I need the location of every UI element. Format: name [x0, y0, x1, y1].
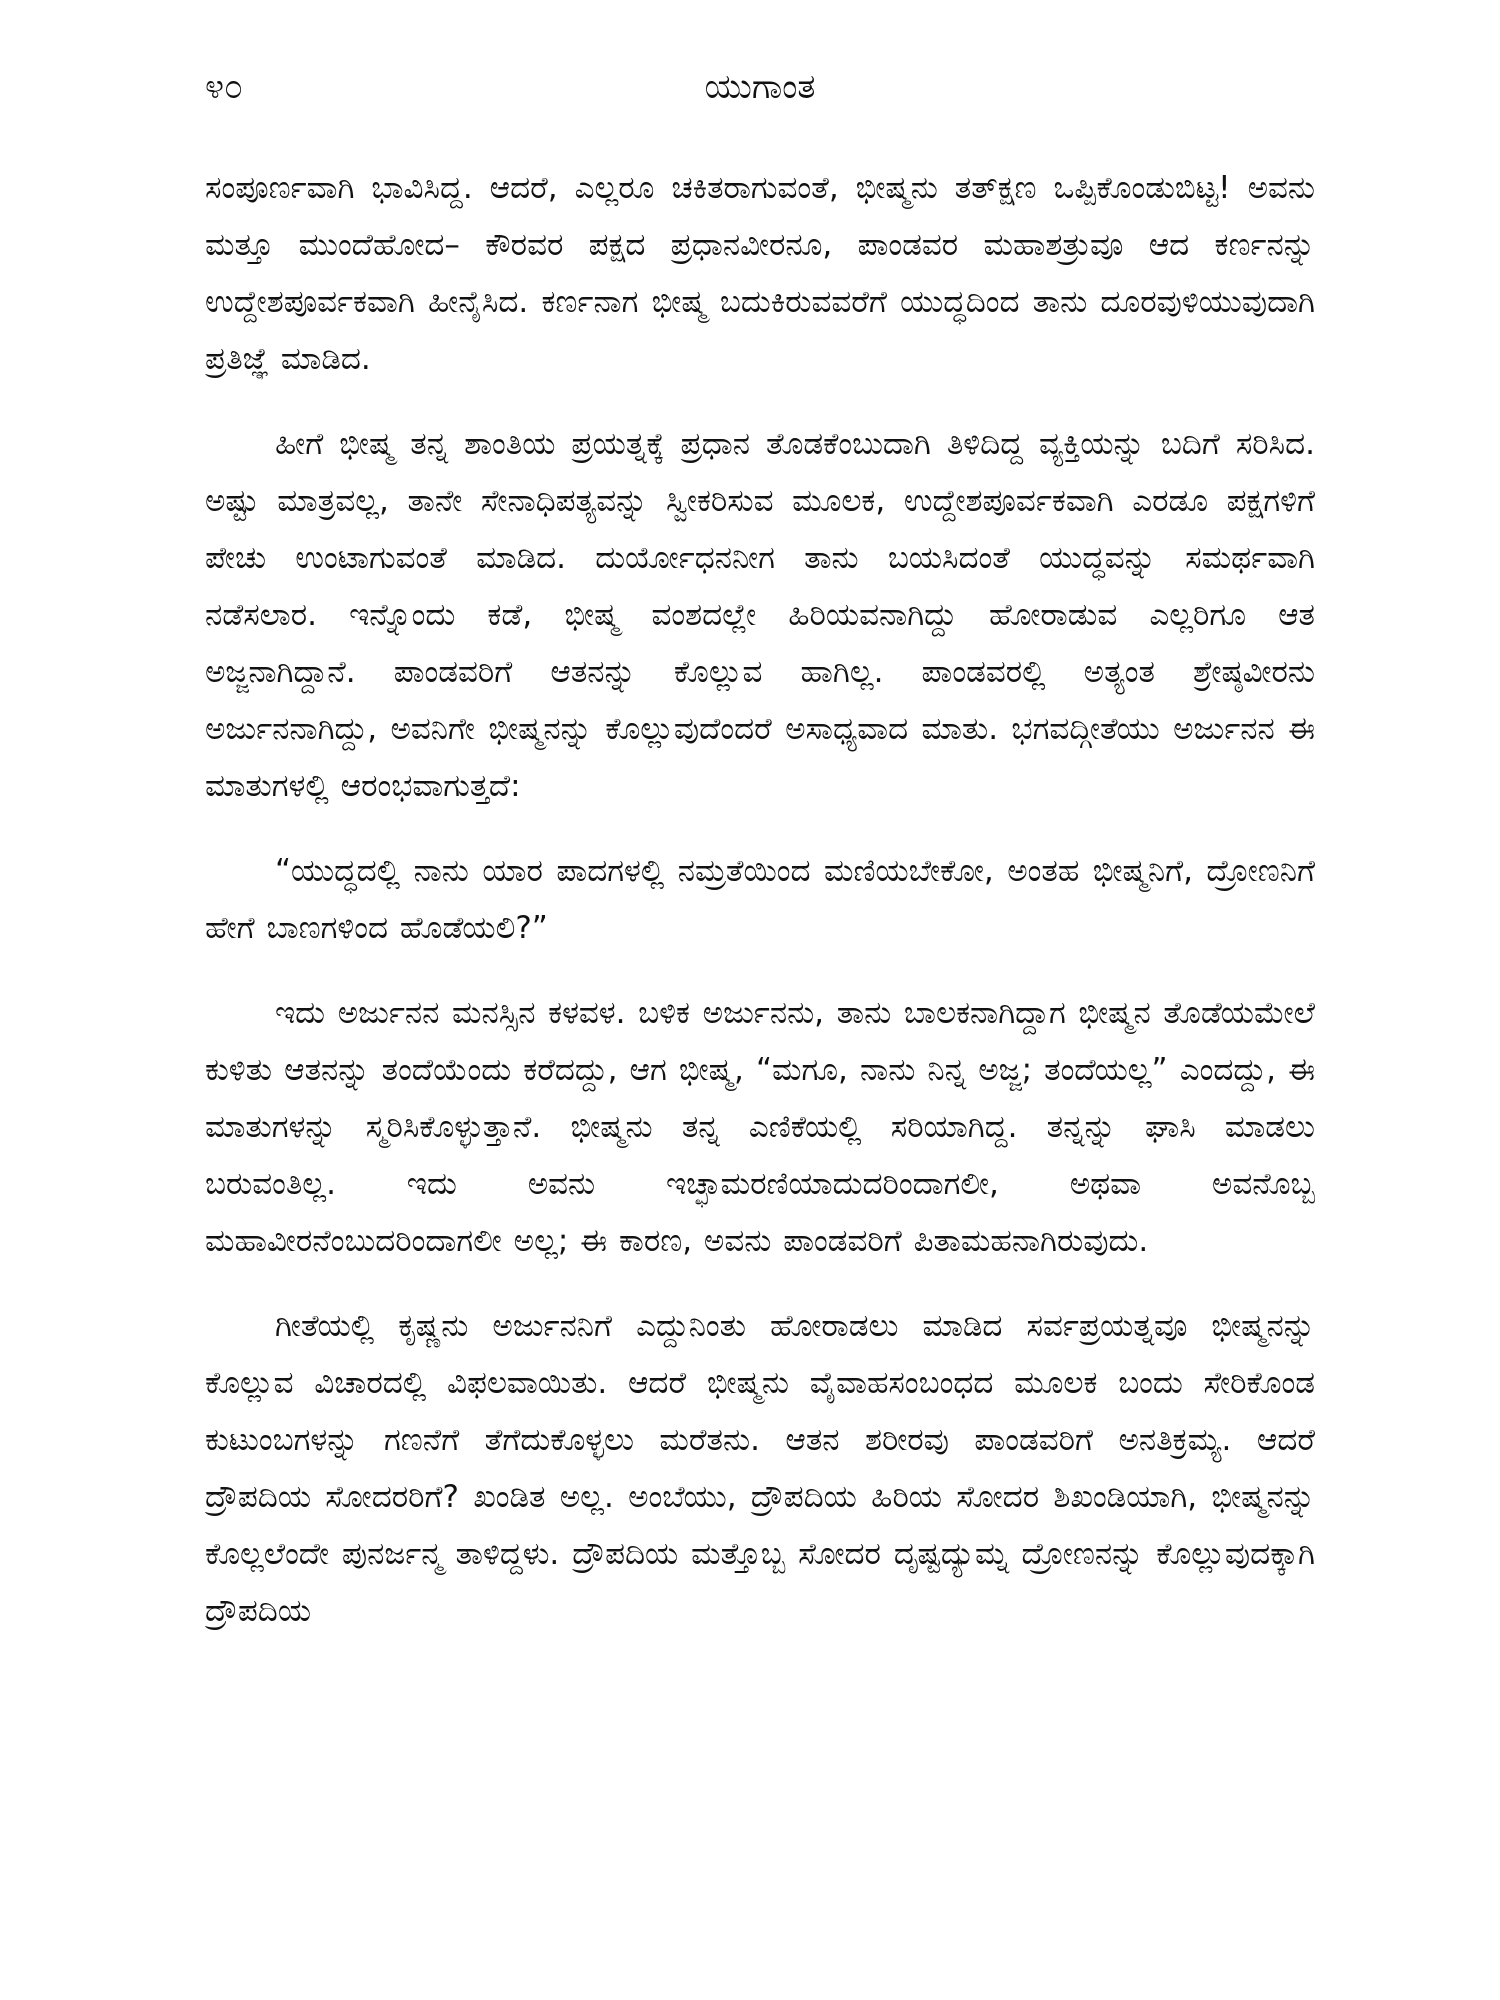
page-number: ೪೦ — [205, 67, 244, 107]
book-title: ಯುಗಾಂತ — [704, 67, 816, 107]
paragraph: ಹೀಗೆ ಭೀಷ್ಮ ತನ್ನ ಶಾಂತಿಯ ಪ್ರಯತ್ನಕ್ಕೆ ಪ್ರಧಾನ ತೊಡಕೆಂಬುದಾಗಿ ತಿಳಿದಿದ್ದ ವ್ಯಕ್ತಿಯನ್ನು ಬದಿಗೆ ಸರಿಸಿದ. ಅಷ್ಟು ಮಾತ್ರವಲ್ಲ, ತಾನೇ ಸೇನಾಧಿಪತ್ಯವನ್ನು ಸ್ವೀಕರಿಸುವ ಮೂಲಕ, ಉದ್ದೇಶಪೂರ್ವಕವಾಗಿ ಎರಡೂ ಪಕ್ಷಗಳಿಗೆ ಪೇಚು ಉಂಟಾಗುವಂತೆ ಮಾಡಿದ. ದುರ್ಯೋಧನನೀಗ ತಾನು ಬಯಸಿದಂತೆ ಯುದ್ಧವನ್ನು ಸಮರ್ಥವಾಗಿ ನಡೆಸಲಾರ. ಇನ್ನೊಂದು ಕಡೆ, ಭೀಷ್ಮ ವಂಶದಲ್ಲೇ ಹಿರಿಯವನಾಗಿದ್ದು ಹೋರಾಡುವ ಎಲ್ಲರಿಗೂ ಆತ ಅಜ್ಜನಾಗಿದ್ದಾನೆ. ಪಾಂಡವರಿಗೆ ಆತನನ್ನು ಕೊಲ್ಲುವ ಹಾಗಿಲ್ಲ. ಪಾಂಡವರಲ್ಲಿ ಅತ್ಯಂತ ಶ್ರೇಷ್ಠವೀರನು ಅರ್ಜುನನಾಗಿದ್ದು, ಅವನಿಗೇ ಭೀಷ್ಮನನ್ನು ಕೊಲ್ಲುವುದೆಂದರೆ ಅಸಾಧ್ಯವಾದ ಮಾತು. ಭಗವದ್ಗೀತೆಯು ಅರ್ಜುನನ ಈ ಮಾತುಗಳಲ್ಲಿ ಆರಂಭವಾಗುತ್ತದೆ: — [205, 426, 1315, 804]
quoted-verse: “ಯುದ್ಧದಲ್ಲಿ ನಾನು ಯಾರ ಪಾದಗಳಲ್ಲಿ ನಮ್ರತೆಯಿಂದ ಮಣಿಯಬೇಕೋ, ಅಂತಹ ಭೀಷ್ಮನಿಗೆ, ದ್ರೋಣನಿಗೆ ಹೇಗೆ ಬಾಣಗಳಿಂದ ಹೊಡೆಯಲಿ?” — [205, 853, 1315, 946]
paragraph: ಗೀತೆಯಲ್ಲಿ ಕೃಷ್ಣನು ಅರ್ಜುನನಿಗೆ ಎದ್ದುನಿಂತು ಹೋರಾಡಲು ಮಾಡಿದ ಸರ್ವಪ್ರಯತ್ನವೂ ಭೀಷ್ಮನನ್ನು ಕೊಲ್ಲುವ ವಿಚಾರದಲ್ಲಿ ವಿಫಲವಾಯಿತು. ಆದರೆ ಭೀಷ್ಮನು ವೈವಾಹಸಂಬಂಧದ ಮೂಲಕ ಬಂದು ಸೇರಿಕೊಂಡ ಕುಟುಂಬಗಳನ್ನು ಗಣನೆಗೆ ತೆಗೆದುಕೊಳ್ಳಲು ಮರೆತನು. ಆತನ ಶರೀರವು ಪಾಂಡವರಿಗೆ ಅನತಿಕ್ರಮ್ಯ. ಆದರೆ ದ್ರೌಪದಿಯ ಸೋದರರಿಗೆ? ಖಂಡಿತ ಅಲ್ಲ. ಅಂಬೆಯು, ದ್ರೌಪದಿಯ ಹಿರಿಯ ಸೋದರ ಶಿಖಂಡಿಯಾಗಿ, ಭೀಷ್ಮನನ್ನು ಕೊಲ್ಲಲೆಂದೇ ಪುನರ್ಜನ್ಮ ತಾಳಿದ್ದಳು. ದ್ರೌಪದಿಯ ಮತ್ತೊಬ್ಬ ಸೋದರ ದೃಷ್ಟದ್ಯುಮ್ನ ದ್ರೋಣನನ್ನು ಕೊಲ್ಲುವುದಕ್ಕಾಗಿ ದ್ರೌಪದಿಯ — [205, 1308, 1315, 1629]
body-text — [205, 160, 1315, 1668]
running-header — [205, 62, 1315, 112]
paragraph: ಇದು ಅರ್ಜುನನ ಮನಸ್ಸಿನ ಕಳವಳ. ಬಳಿಕ ಅರ್ಜುನನು, ತಾನು ಬಾಲಕನಾಗಿದ್ದಾಗ ಭೀಷ್ಮನ ತೊಡೆಯಮೇಲೆ ಕುಳಿತು ಆತನನ್ನು ತಂದೆಯೆಂದು ಕರೆದದ್ದು, ಆಗ ಭೀಷ್ಮ, “ಮಗೂ, ನಾನು ನಿನ್ನ ಅಜ್ಜ; ತಂದೆಯಲ್ಲ” ಎಂದದ್ದು, ಈ ಮಾತುಗಳನ್ನು ಸ್ಮರಿಸಿಕೊಳ್ಳುತ್ತಾನೆ. ಭೀಷ್ಮನು ತನ್ನ ಎಣಿಕೆಯಲ್ಲಿ ಸರಿಯಾಗಿದ್ದ. ತನ್ನನ್ನು ಘಾಸಿ ಮಾಡಲು ಬರುವಂತಿಲ್ಲ. ಇದು ಅವನು ಇಚ್ಛಾಮರಣಿಯಾದುದರಿಂದಾಗಲೀ, ಅಥವಾ ಅವನೊಬ್ಬ ಮಹಾವೀರನೆಂಬುದರಿಂದಾಗಲೀ ಅಲ್ಲ; ಈ ಕಾರಣ, ಅವನು ಪಾಂಡವರಿಗೆ ಪಿತಾಮಹನಾಗಿರುವುದು. — [205, 995, 1315, 1259]
paragraph: ಸಂಪೂರ್ಣವಾಗಿ ಭಾವಿಸಿದ್ದ. ಆದರೆ, ಎಲ್ಲರೂ ಚಕಿತರಾಗುವಂತೆ, ಭೀಷ್ಮನು ತತ್‌ಕ್ಷಣ ಒಪ್ಪಿಕೊಂಡುಬಿಟ್ಟ! ಅವನು ಮತ್ತೂ ಮುಂದೆಹೋದ– ಕೌರವರ ಪಕ್ಷದ ಪ್ರಧಾನವೀರನೂ, ಪಾಂಡವರ ಮಹಾಶತ್ರುವೂ ಆದ ಕರ್ಣನನ್ನು ಉದ್ದೇಶಪೂರ್ವಕವಾಗಿ ಹೀನೈಸಿದ. ಕರ್ಣನಾಗ ಭೀಷ್ಮ ಬದುಕಿರುವವರೆಗೆ ಯುದ್ಧದಿಂದ ತಾನು ದೂರವುಳಿಯುವುದಾಗಿ ಪ್ರತಿಜ್ಞೆ ಮಾಡಿದ. — [205, 170, 1315, 377]
